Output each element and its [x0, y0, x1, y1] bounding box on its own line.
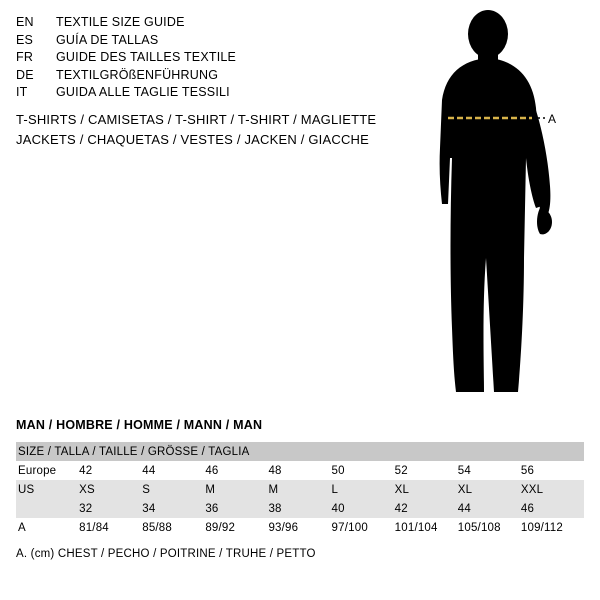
chest-measure-label: A — [548, 112, 557, 126]
row-label: Europe — [16, 461, 79, 480]
language-code: ES — [16, 32, 34, 47]
language-code: EN — [16, 15, 34, 29]
garment-line-jackets: JACKETS / CHAQUETAS / VESTES / JACKEN / GIACCHE — [16, 132, 370, 147]
language-row — [16, 67, 396, 85]
table-cell: XS — [79, 480, 142, 499]
table-header-row — [16, 442, 584, 461]
language-title: GUIDA ALLE TAGLIE TESSILI — [56, 85, 230, 100]
table-cell: 48 — [268, 461, 331, 480]
table-cell: 101/104 — [395, 518, 458, 537]
language-header-block — [16, 14, 396, 102]
language-code: FR — [16, 50, 34, 65]
table-cell: 52 — [395, 461, 458, 480]
man-figure-illustration — [400, 8, 600, 408]
table-row — [16, 499, 584, 518]
table-cell: 56 — [521, 461, 584, 480]
table-cell: 38 — [268, 499, 331, 518]
language-code: DE — [16, 67, 34, 82]
row-label: A — [16, 518, 79, 537]
language-title: TEXTILGRÖßENFÜHRUNG — [56, 67, 219, 82]
language-title: TEXTILE SIZE GUIDE — [56, 15, 185, 29]
table-cell: 89/92 — [205, 518, 268, 537]
table-cell: XXL — [521, 480, 584, 499]
garment-type-block — [16, 110, 416, 150]
table-cell: 42 — [79, 461, 142, 480]
table-cell: 46 — [205, 461, 268, 480]
table-row — [16, 461, 584, 480]
table-cell: XL — [395, 480, 458, 499]
language-code: IT — [16, 85, 28, 100]
size-table — [16, 442, 584, 537]
table-cell: 97/100 — [332, 518, 395, 537]
table-cell: S — [142, 480, 205, 499]
table-cell: XL — [458, 480, 521, 499]
section-title-man: MAN / HOMBRE / HOMME / MANN / MAN — [16, 418, 263, 432]
size-table-wrapper — [16, 442, 584, 537]
table-row — [16, 480, 584, 499]
table-cell: 44 — [458, 499, 521, 518]
table-cell: M — [205, 480, 268, 499]
table-cell: 42 — [395, 499, 458, 518]
language-title: GUIDE DES TAILLES TEXTILE — [56, 50, 237, 65]
language-row — [16, 14, 396, 32]
table-cell: M — [268, 480, 331, 499]
table-header-label: SIZE / TALLA / TAILLE / GRÖSSE / TAGLIA — [16, 442, 584, 461]
table-cell: 50 — [332, 461, 395, 480]
table-cell: L — [332, 480, 395, 499]
table-cell: 40 — [332, 499, 395, 518]
table-row — [16, 518, 584, 537]
table-cell: 32 — [79, 499, 142, 518]
table-cell: 85/88 — [142, 518, 205, 537]
man-silhouette-icon — [400, 8, 600, 408]
table-cell: 93/96 — [268, 518, 331, 537]
table-cell: 81/84 — [79, 518, 142, 537]
language-row — [16, 32, 396, 50]
table-cell: 44 — [142, 461, 205, 480]
language-title: GUÍA DE TALLAS — [56, 32, 159, 47]
language-row — [16, 49, 396, 67]
table-cell: 46 — [521, 499, 584, 518]
row-label: US — [16, 480, 79, 499]
row-label — [16, 499, 79, 518]
garment-line-tshirts: T-SHIRTS / CAMISETAS / T-SHIRT / T-SHIRT / MAGLIETTE — [16, 112, 377, 127]
language-row — [16, 84, 396, 102]
table-cell: 54 — [458, 461, 521, 480]
table-cell: 109/112 — [521, 518, 584, 537]
table-cell: 36 — [205, 499, 268, 518]
footnote-chest-measure: A. (cm) CHEST / PECHO / POITRINE / TRUHE / PETTO — [16, 548, 316, 560]
table-cell: 34 — [142, 499, 205, 518]
table-cell: 105/108 — [458, 518, 521, 537]
